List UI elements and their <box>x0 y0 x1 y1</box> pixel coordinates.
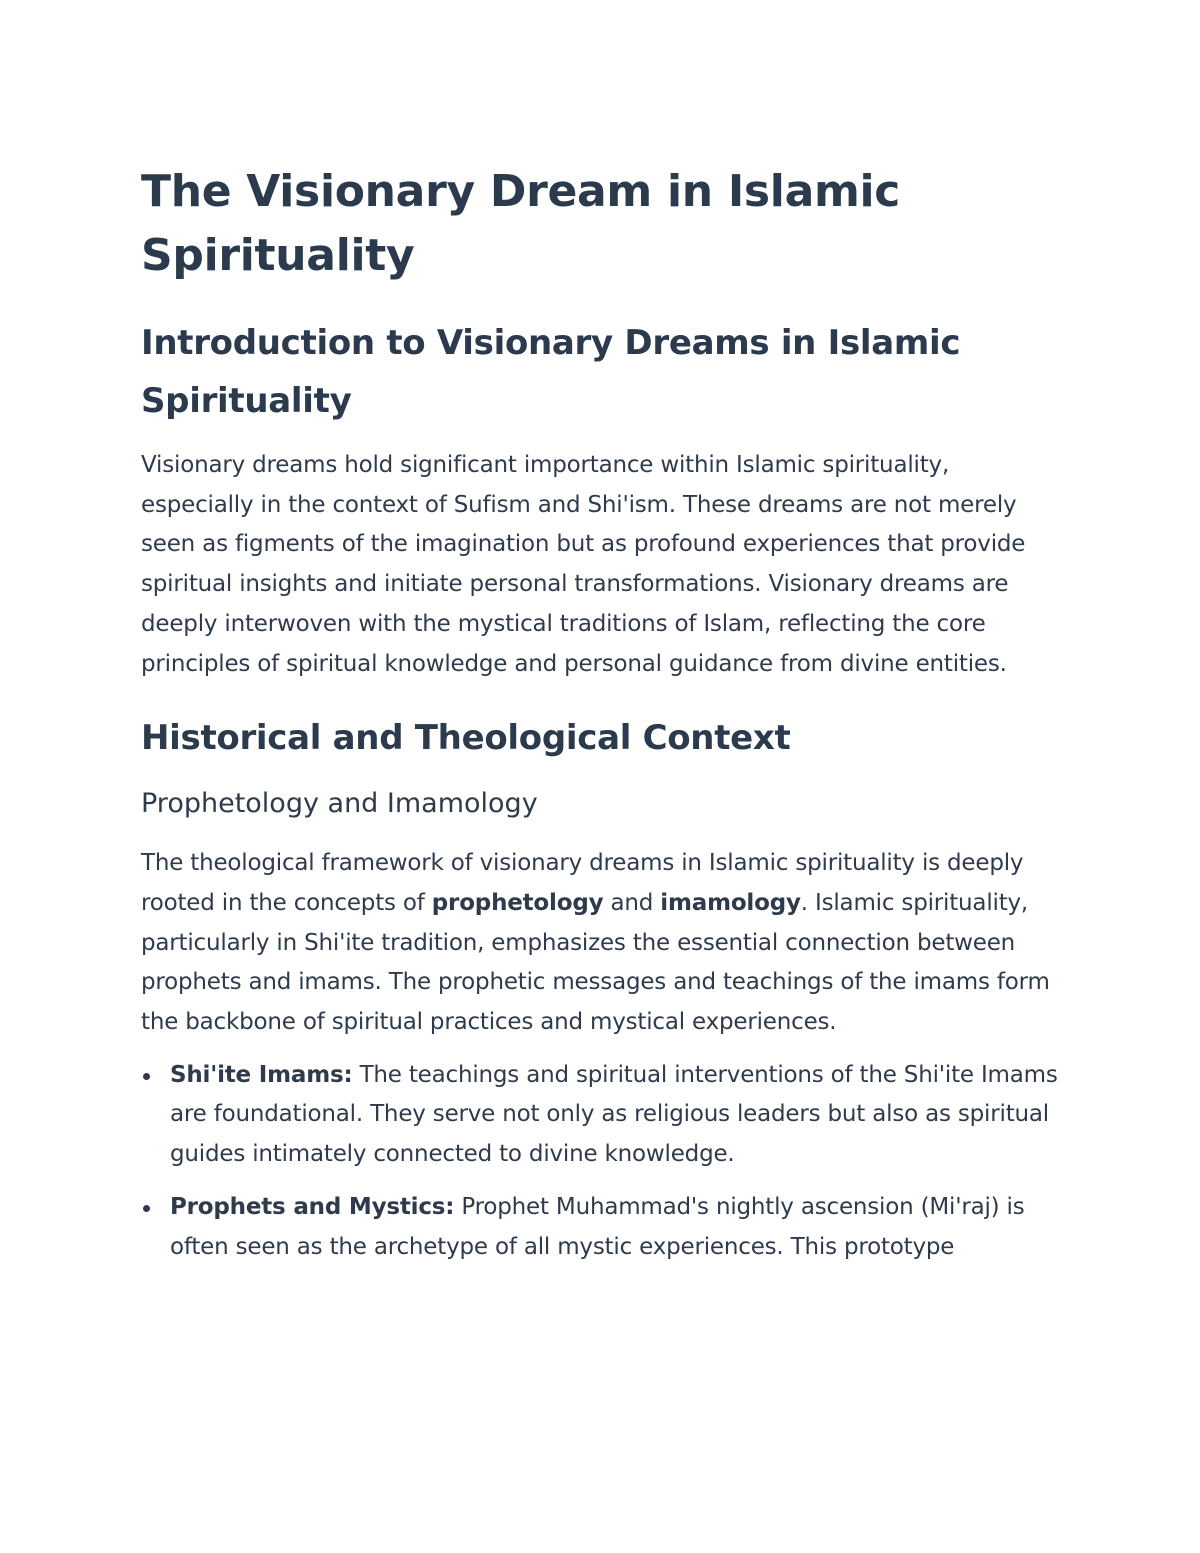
theology-text-part3: . Islamic spirituality, particularly in Shi'ite tradition, emphasizes the essential connection between prophets and imams. The prophetic messages and teachings of the imams form the backbone of spiritual practices and mystical experiences. <box>141 889 1050 1036</box>
context-bullet-list <box>141 1056 1060 1268</box>
history-heading: Historical and Theological Context <box>141 718 791 759</box>
list-item-term: Shi'ite Imams: <box>170 1061 353 1088</box>
bullet-icon <box>143 1073 150 1080</box>
list-item <box>141 1188 1060 1267</box>
prophetology-subheading: Prophetology and Imamology <box>141 788 538 820</box>
bullet-icon <box>143 1205 150 1212</box>
document-title: The Visionary Dream in Islamic Spirituality <box>141 166 901 281</box>
theology-text-part2: and <box>603 889 661 916</box>
theology-text-part1: The theological framework of visionary dreams in Islamic spirituality is deeply rooted in the concepts of <box>141 850 1024 916</box>
imamology-term: imamology <box>660 889 801 916</box>
prophetology-term: prophetology <box>431 889 604 916</box>
intro-paragraph: Visionary dreams hold significant importance within Islamic spirituality, especially in the context of Sufism and Shi'ism. These dreams are not merely seen as figments of the imagination but as profound experiences that provide spiritual insights and initiate personal transformations. Visionary dreams are deeply interwoven with the mystical traditions of Islam, reflecting the core principles of spiritual knowledge and personal guidance from divine entities. <box>141 452 1026 677</box>
list-item-term: Prophets and Mystics: <box>170 1193 455 1220</box>
list-item <box>141 1056 1060 1175</box>
intro-heading: Introduction to Visionary Dreams in Islamic Spirituality <box>141 323 961 421</box>
list-item-text: The teachings and spiritual interventions of the Shi'ite Imams are foundational. They serve not only as religious leaders but also as spiritual guides intimately connected to divine knowledge. <box>170 1061 1058 1168</box>
list-item-text: Prophet Muhammad's nightly ascension (Mi'raj) is often seen as the archetype of all mystic experiences. This prototype <box>170 1193 1025 1260</box>
theology-paragraph <box>141 844 1060 1043</box>
